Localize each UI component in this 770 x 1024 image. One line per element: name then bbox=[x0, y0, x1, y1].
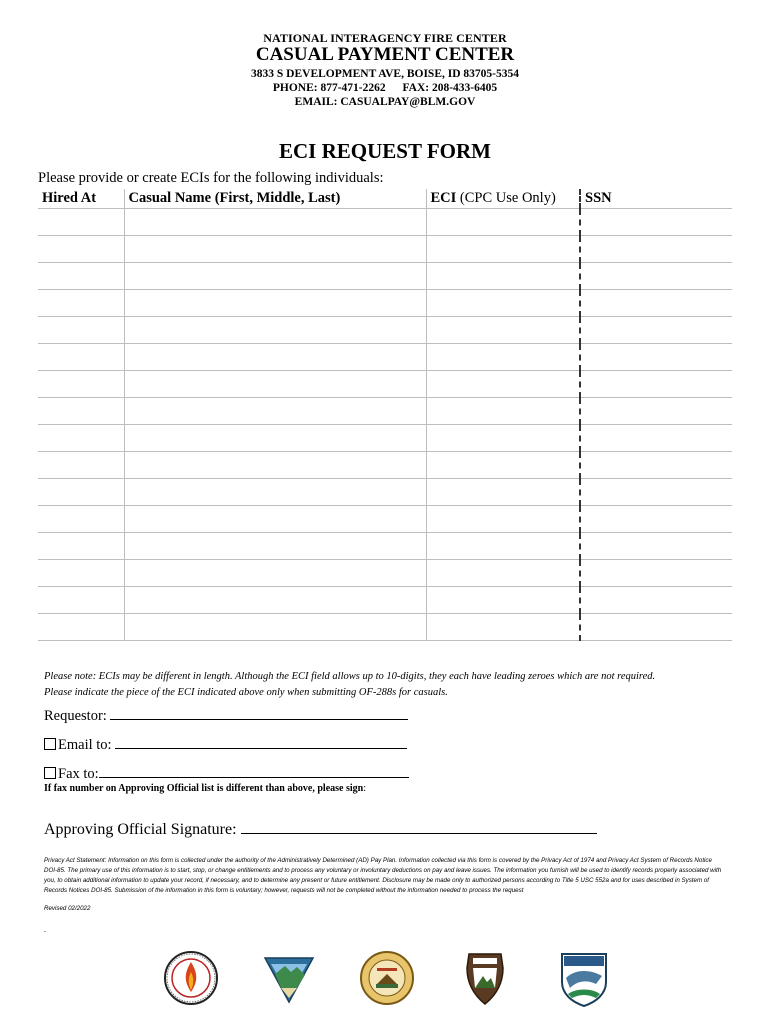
footer-dot: . bbox=[44, 925, 46, 934]
eci-cell[interactable] bbox=[426, 533, 580, 560]
hired-at-cell[interactable] bbox=[38, 209, 124, 236]
eci-cell[interactable] bbox=[426, 236, 580, 263]
eci-cell[interactable] bbox=[426, 209, 580, 236]
requestor-field[interactable] bbox=[110, 705, 408, 720]
ssn-cell[interactable] bbox=[580, 290, 732, 317]
hired-at-cell[interactable] bbox=[38, 479, 124, 506]
table-row bbox=[38, 560, 732, 587]
requestor-row bbox=[44, 705, 408, 725]
email-row bbox=[44, 734, 407, 754]
blm-logo-icon bbox=[261, 948, 317, 1008]
hired-at-cell[interactable] bbox=[38, 425, 124, 452]
ssn-cell[interactable] bbox=[580, 614, 732, 641]
table-row bbox=[38, 290, 732, 317]
casual-name-cell[interactable] bbox=[124, 371, 426, 398]
eci-cell[interactable] bbox=[426, 317, 580, 344]
fax-checkbox[interactable] bbox=[44, 767, 56, 779]
fax-note-text: If fax number on Approving Official list is different than above, please sign bbox=[44, 783, 364, 794]
hired-at-cell[interactable] bbox=[38, 371, 124, 398]
nps-arrowhead-icon bbox=[457, 948, 513, 1008]
table-row bbox=[38, 425, 732, 452]
ssn-cell[interactable] bbox=[580, 533, 732, 560]
ssn-cell[interactable] bbox=[580, 587, 732, 614]
eci-cell[interactable] bbox=[426, 479, 580, 506]
form-instructions: Please provide or create ECIs for the following individuals: bbox=[38, 170, 384, 186]
org-name: NATIONAL INTERAGENCY FIRE CENTER bbox=[263, 31, 507, 45]
table-row bbox=[38, 506, 732, 533]
bia-seal-icon bbox=[359, 948, 415, 1008]
hired-at-cell[interactable] bbox=[38, 344, 124, 371]
casual-name-cell[interactable] bbox=[124, 533, 426, 560]
table-row bbox=[38, 317, 732, 344]
hired-at-cell[interactable] bbox=[38, 452, 124, 479]
hired-at-cell[interactable] bbox=[38, 533, 124, 560]
fax-row bbox=[44, 763, 409, 783]
hired-at-cell[interactable] bbox=[38, 317, 124, 344]
casual-name-cell[interactable] bbox=[124, 317, 426, 344]
fax-number: FAX: 208-433-6405 bbox=[402, 82, 498, 94]
center-address: 3833 S DEVELOPMENT AVE, BOISE, ID 83705-5354 bbox=[251, 68, 519, 80]
col-eci-label: ECI bbox=[430, 190, 457, 206]
casual-name-cell[interactable] bbox=[124, 587, 426, 614]
contact-email: EMAIL: CASUALPAY@BLM.GOV bbox=[294, 96, 476, 108]
table-row bbox=[38, 479, 732, 506]
eci-request-table bbox=[38, 189, 732, 641]
privacy-act-statement: Privacy Act Statement: Information on this form is collected under the authority of the Administratively Determined (AD) Pay Plan. Information collected via this form is covered by the Privacy Act of 1974 and Privacy Act System of Records Notice DOI-85. The primary use of this information is to start, stop, or change entitlements and to process any voluntary or involuntary deductions on pay and leave issues. The information you furnish will be used to identify records properly associated with you, to obtain additional information to update your record, if necessary, and to determine any present or future entitlement. Disclosure may be made only to authorized persons according to Title 5 USC 552a and for uses described in System of Records Notices DOI-85. Submission of the information in this form is voluntary; however, requests will not be completed without the information needed to process the request bbox=[44, 857, 722, 894]
eci-cell[interactable] bbox=[426, 398, 580, 425]
table-row bbox=[38, 236, 732, 263]
fax-field[interactable] bbox=[99, 763, 409, 778]
eci-cell[interactable] bbox=[426, 614, 580, 641]
contact-phone-fax bbox=[0, 82, 770, 94]
ssn-cell[interactable] bbox=[580, 317, 732, 344]
casual-name-cell[interactable] bbox=[124, 425, 426, 452]
table-row bbox=[38, 452, 732, 479]
email-checkbox[interactable] bbox=[44, 738, 56, 750]
hired-at-cell[interactable] bbox=[38, 587, 124, 614]
eci-cell[interactable] bbox=[426, 425, 580, 452]
table-row bbox=[38, 614, 732, 641]
email-field[interactable] bbox=[115, 734, 407, 749]
nifc-seal-icon bbox=[163, 948, 219, 1008]
col-eci-note: (CPC Use Only) bbox=[459, 190, 556, 206]
fax-label: Fax to: bbox=[58, 766, 99, 782]
center-name: CASUAL PAYMENT CENTER bbox=[255, 44, 515, 65]
ssn-cell[interactable] bbox=[580, 371, 732, 398]
col-ssn: SSN bbox=[580, 189, 732, 209]
eci-note-line-2: Please indicate the piece of the ECI indicated above only when submitting OF-288s for casuals. bbox=[44, 687, 448, 698]
hired-at-cell[interactable] bbox=[38, 560, 124, 587]
eci-cell[interactable] bbox=[426, 290, 580, 317]
table-row bbox=[38, 263, 732, 290]
table-row bbox=[38, 587, 732, 614]
casual-name-cell[interactable] bbox=[124, 263, 426, 290]
table-row bbox=[38, 398, 732, 425]
casual-name-cell[interactable] bbox=[124, 452, 426, 479]
casual-name-cell[interactable] bbox=[124, 398, 426, 425]
eci-cell[interactable] bbox=[426, 344, 580, 371]
email-label: Email to: bbox=[58, 737, 112, 753]
ssn-cell[interactable] bbox=[580, 344, 732, 371]
table-row bbox=[38, 209, 732, 236]
ssn-cell[interactable] bbox=[580, 236, 732, 263]
casual-name-cell[interactable] bbox=[124, 236, 426, 263]
eci-note-line-1: Please note: ECIs may be different in length. Although the ECI field allows up to 10-digits, they each have leading zeroes which are not required. bbox=[44, 671, 656, 682]
casual-name-cell[interactable] bbox=[124, 209, 426, 236]
ssn-cell[interactable] bbox=[580, 209, 732, 236]
ssn-cell[interactable] bbox=[580, 506, 732, 533]
casual-name-cell[interactable] bbox=[124, 560, 426, 587]
eci-cell[interactable] bbox=[426, 263, 580, 290]
casual-name-cell[interactable] bbox=[124, 344, 426, 371]
fws-shield-icon bbox=[556, 948, 612, 1008]
table-row bbox=[38, 533, 732, 560]
casual-name-cell[interactable] bbox=[124, 290, 426, 317]
eci-cell[interactable] bbox=[426, 371, 580, 398]
table-header-row bbox=[38, 189, 732, 209]
revised-date: Revised 02/2022 bbox=[44, 905, 91, 912]
ssn-cell[interactable] bbox=[580, 479, 732, 506]
approving-signature-field[interactable] bbox=[241, 818, 597, 834]
hired-at-cell[interactable] bbox=[38, 614, 124, 641]
table-row bbox=[38, 371, 732, 398]
fax-note-colon: : bbox=[363, 783, 366, 794]
hired-at-cell[interactable] bbox=[38, 506, 124, 533]
eci-cell[interactable] bbox=[426, 452, 580, 479]
fax-note bbox=[44, 783, 366, 794]
form-title: ECI REQUEST FORM bbox=[279, 139, 491, 163]
casual-name-cell[interactable] bbox=[124, 614, 426, 641]
approving-label: Approving Official Signature: bbox=[44, 821, 237, 838]
casual-name-cell[interactable] bbox=[124, 506, 426, 533]
eci-cell[interactable] bbox=[426, 560, 580, 587]
ssn-cell[interactable] bbox=[580, 560, 732, 587]
requestor-label: Requestor: bbox=[44, 708, 107, 724]
ssn-cell[interactable] bbox=[580, 452, 732, 479]
phone-number: PHONE: 877-471-2262 bbox=[272, 82, 386, 94]
casual-name-cell[interactable] bbox=[124, 479, 426, 506]
col-hired-at: Hired At bbox=[38, 189, 124, 209]
eci-cell[interactable] bbox=[426, 587, 580, 614]
eci-cell[interactable] bbox=[426, 506, 580, 533]
table-row bbox=[38, 344, 732, 371]
approving-signature-row bbox=[44, 818, 597, 839]
col-eci bbox=[426, 189, 580, 209]
ssn-cell[interactable] bbox=[580, 263, 732, 290]
hired-at-cell[interactable] bbox=[38, 236, 124, 263]
hired-at-cell[interactable] bbox=[38, 263, 124, 290]
hired-at-cell[interactable] bbox=[38, 398, 124, 425]
hired-at-cell[interactable] bbox=[38, 290, 124, 317]
ssn-cell[interactable] bbox=[580, 398, 732, 425]
ssn-cell[interactable] bbox=[580, 425, 732, 452]
col-casual-name: Casual Name (First, Middle, Last) bbox=[124, 189, 426, 209]
